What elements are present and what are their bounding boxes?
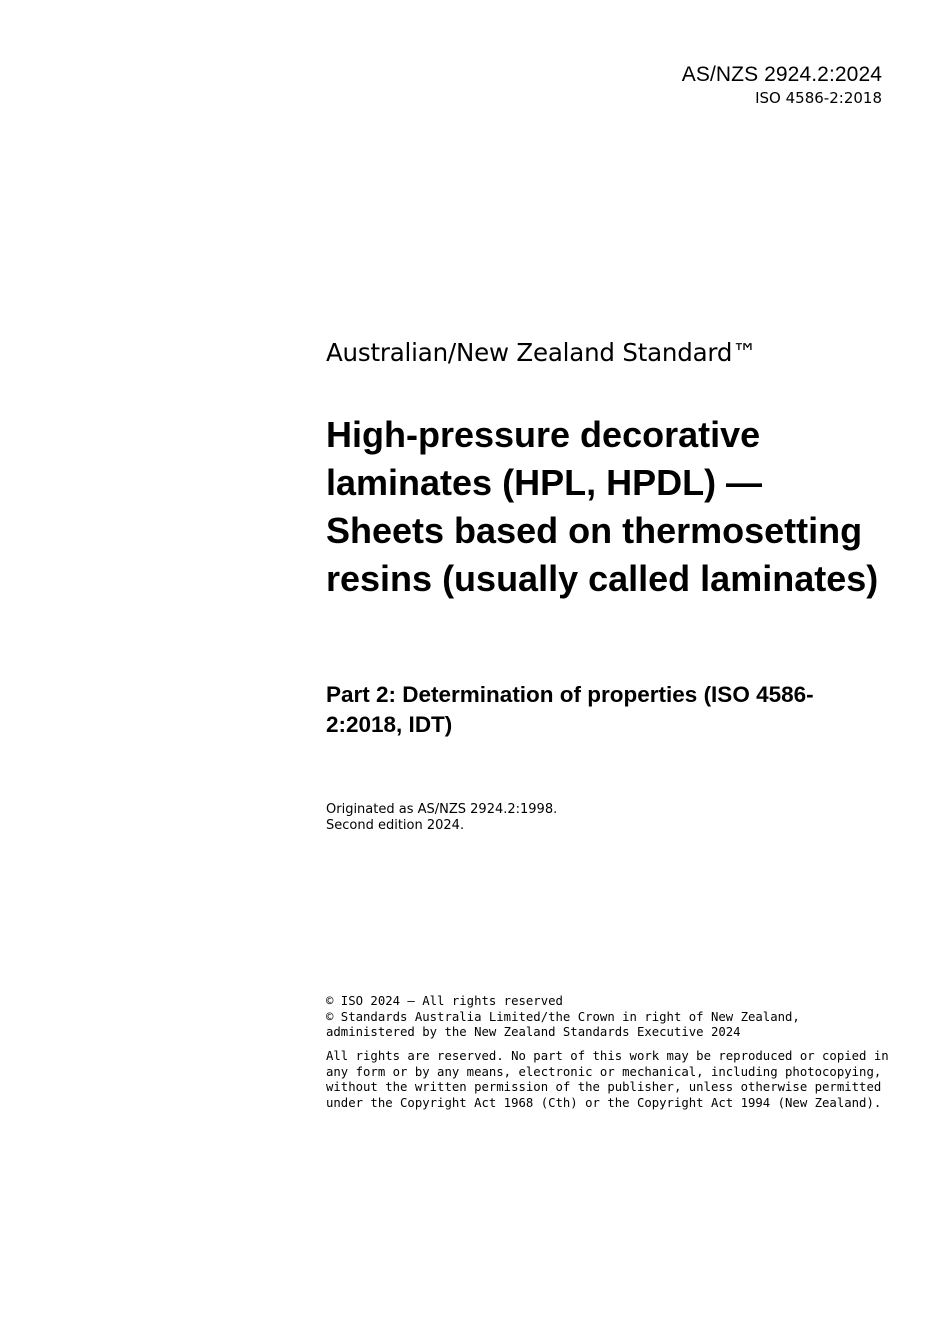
copyright-block — [326, 994, 891, 1041]
document-title: High-pressure decorative laminates (HPL, HPDL) — Sheets based on thermosetting resins (usually called laminates) — [326, 414, 879, 599]
standard-type: Australian/New Zealand Standard™ — [326, 338, 757, 367]
originated-note: Originated as AS/NZS 2924.2:1998. — [326, 802, 558, 817]
edition-note: Second edition 2024. — [326, 818, 465, 833]
rights-notice: All rights are reserved. No part of this work may be reproduced or copied in any form or by any means, electronic or mechanical, including photocopying, without the written permission of the publisher, unless otherwise permitted under the Copyright Act 1968 (Cth) or the Copyright Act 1994 (New Zealand). — [326, 1049, 889, 1110]
iso-copyright: © ISO 2024 — All rights reserved — [326, 994, 563, 1008]
part-title: Part 2: Determination of properties (ISO 4586-2:2018, IDT) — [326, 682, 814, 737]
document-identifiers — [682, 62, 882, 108]
standards-australia-copyright: © Standards Australia Limited/the Crown in right of New Zealand, administered by the New Zealand Standards Executive 2024 — [326, 1009, 800, 1040]
edition-history — [326, 802, 896, 834]
standard-number: AS/NZS 2924.2:2024 — [681, 63, 882, 86]
iso-number: ISO 4586-2:2018 — [755, 89, 882, 107]
